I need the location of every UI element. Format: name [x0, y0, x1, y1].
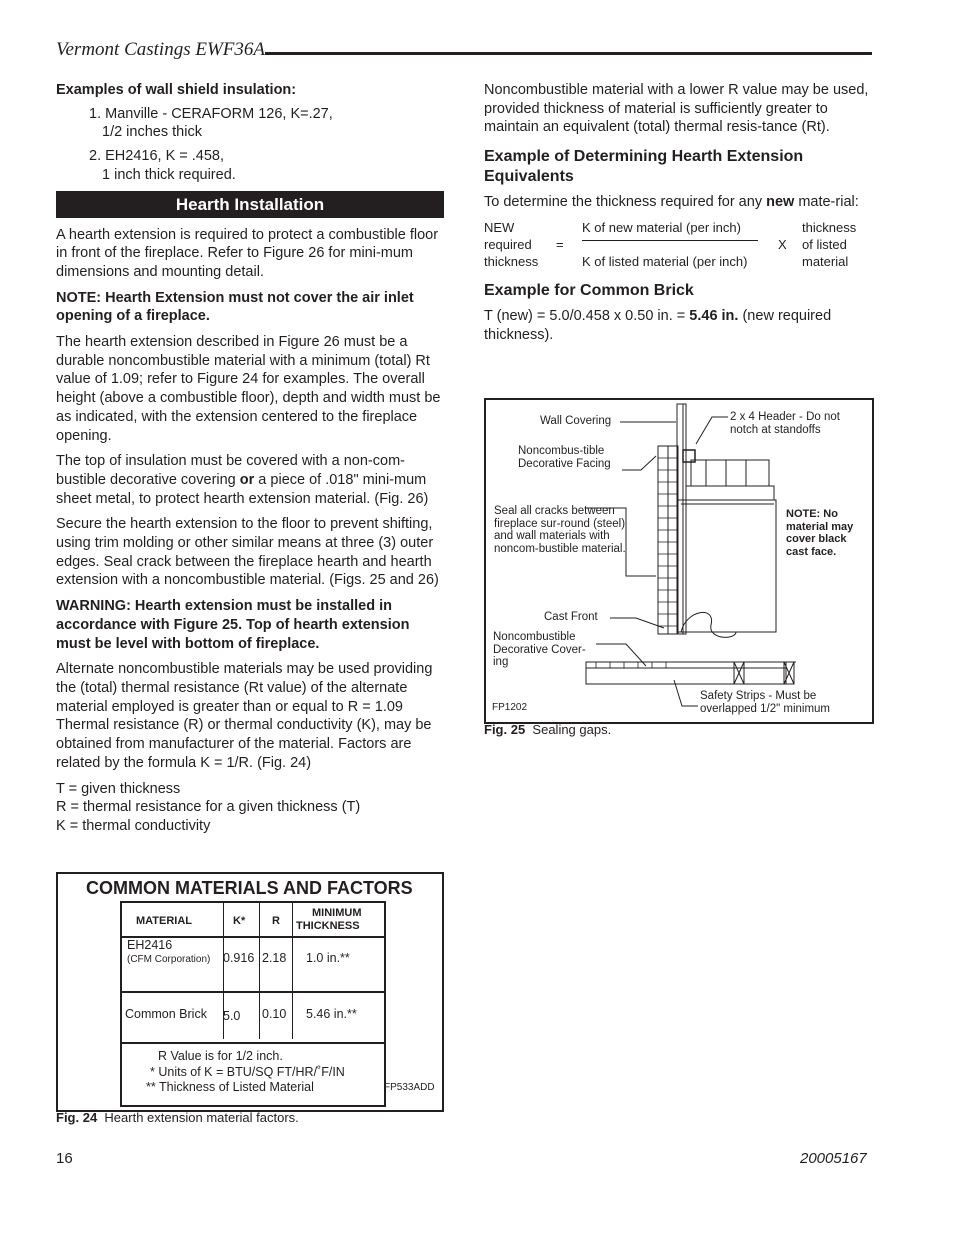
section-title: Hearth Installation	[56, 191, 444, 218]
label-facing: Noncombus-tible Decorative Facing	[518, 445, 611, 470]
label-note: NOTE: No material may cover black cast face.	[786, 508, 854, 558]
column-header: THICKNESS	[296, 920, 360, 932]
left-column	[56, 81, 444, 836]
cell-maker: (CFM Corporation)	[127, 954, 211, 965]
note-paragraph: NOTE: Hearth Extension must not cover the air inlet opening of a fireplace.	[56, 289, 414, 325]
fraction-line	[582, 240, 758, 241]
formula-equals: =	[556, 236, 564, 252]
figure-sealing-gaps	[484, 398, 874, 724]
list-item: 2. EH2416, K = .458, 1 inch thick required.	[89, 148, 236, 183]
figure-id: FP533ADD	[384, 1082, 435, 1093]
label-safety: Safety Strips - Must be overlapped 1/2" minimum	[700, 690, 831, 715]
cell-material: EH2416	[127, 938, 173, 952]
right-column	[484, 81, 874, 351]
examples-list	[56, 105, 444, 185]
materials-box	[56, 872, 444, 1112]
paragraph: The top of insulation must be covered with a non-com-bustible decorative covering or a piece of .018" mini-mum sheet metal, to protect hearth extension material. (Fig. 26)	[56, 453, 429, 507]
definitions	[56, 780, 444, 836]
table-divider	[292, 903, 293, 1039]
label-covering: Noncombustible Decorative Cover-ing	[493, 631, 586, 668]
label-seal: Seal all cracks between fireplace sur-round (steel) and wall materials with noncom-bustible material.	[494, 505, 626, 555]
materials-table	[120, 901, 386, 1107]
table-note: * Units of K = BTU/SQ FT/HR/˚F/IN	[150, 1065, 345, 1079]
warning-paragraph: WARNING: Hearth extension must be installed in accordance with Figure 25. Top of hearth extension must be level with bottom of fireplace.	[56, 598, 410, 652]
label-wall-covering: Wall Covering	[540, 415, 612, 427]
table-divider	[122, 991, 384, 993]
label-cast-front: Cast Front	[544, 611, 598, 623]
paragraph: A hearth extension is required to protect a combustible floor in front of the fireplace. Refer to Figure 26 for mini-mum dimensions and mounting detail.	[56, 226, 439, 280]
subheading: Example for Common Brick	[484, 281, 694, 299]
list-item: 1. Manville - CERAFORM 126, K=.27, 1/2 inches thick	[89, 105, 333, 141]
cell-material: Common Brick	[125, 1007, 207, 1021]
page-number: 16	[56, 1150, 73, 1167]
materials-title: COMMON MATERIALS AND FACTORS	[86, 878, 413, 898]
paragraph: T (new) = 5.0/0.458 x 0.50 in. = 5.46 in. (new required thickness).	[484, 307, 832, 343]
paragraph: Alternate noncombustible materials may be used providing the (total) thermal resistance (Rt value) of the alternate material employed is greater than or equal to R = 1.09 Thermal resistance (R) or thermal conductivity (K), may be obtained from manufacturer of the material. Factors are related by the formula K = 1/R. (Fig. 24)	[56, 661, 433, 771]
table-divider	[122, 1042, 384, 1044]
table-divider	[259, 903, 260, 1039]
column-header: K*	[233, 915, 246, 927]
label-header: 2 x 4 Header - Do not notch at standoffs	[730, 411, 840, 436]
paragraph: Secure the hearth extension to the floor to prevent shifting, using trim molding or other similar means at three (3) outer edges. Seal crack between the fireplace hearth and hearth extension with a noncombustible material. (Figs. 25 and 26)	[56, 516, 439, 589]
table-note: R Value is for 1/2 inch.	[158, 1049, 283, 1063]
cell-r: 2.18	[262, 951, 287, 965]
examples-heading: Examples of wall shield insulation:	[56, 82, 297, 98]
definition-item: T = given thickness	[56, 780, 181, 797]
cell-r: 0.10	[262, 1007, 287, 1021]
figure-caption: Fig. 24 Hearth extension material factors.	[56, 1110, 299, 1125]
paragraph: Noncombustible material with a lower R value may be used, provided thickness of material is sufficiently greater to maintain an equivalent (total) thermal resis-tance (Rt).	[484, 82, 869, 136]
paragraph: To determine the thickness required for any new mate-rial:	[484, 194, 859, 211]
header-rule	[265, 52, 872, 55]
cell-k: 0.916	[223, 951, 255, 965]
subheading: Example of Determining Hearth Extension Equivalents	[484, 148, 804, 186]
definition-item: R = thermal resistance for a given thickness (T)	[56, 799, 361, 816]
paragraph: The hearth extension described in Figure 26 must be a durable noncombustible material with a minimum (total) Rt value of 1.09; refer to Figure 24 for examples. The overall height (above a combustible floor), depth and width must be as indicated, with the extension centered to the fireplace opening.	[56, 334, 441, 444]
formula	[484, 219, 874, 273]
formula-left: NEW required thickness	[484, 219, 539, 269]
column-header: MINIMUM	[312, 907, 362, 919]
figure-id: FP1202	[492, 702, 528, 713]
column-header: R	[272, 915, 280, 927]
cell-k: 5.0	[223, 1009, 241, 1023]
formula-times: X	[778, 236, 787, 252]
figure-caption: Fig. 25 Sealing gaps.	[484, 722, 612, 737]
definition-item: K = thermal conductivity	[56, 817, 211, 834]
document-number: 20005167	[800, 1150, 867, 1167]
cell-thickness: 1.0 in.**	[306, 951, 350, 965]
cell-thickness: 5.46 in.**	[306, 1007, 357, 1021]
formula-right: thickness of listed material	[802, 219, 857, 269]
table-note: ** Thickness of Listed Material	[146, 1080, 314, 1094]
formula-denominator: K of listed material (per inch)	[582, 253, 748, 269]
header-title: Vermont Castings EWF36A	[56, 39, 265, 60]
column-header: MATERIAL	[136, 915, 193, 927]
formula-numerator: K of new material (per inch)	[582, 219, 741, 235]
